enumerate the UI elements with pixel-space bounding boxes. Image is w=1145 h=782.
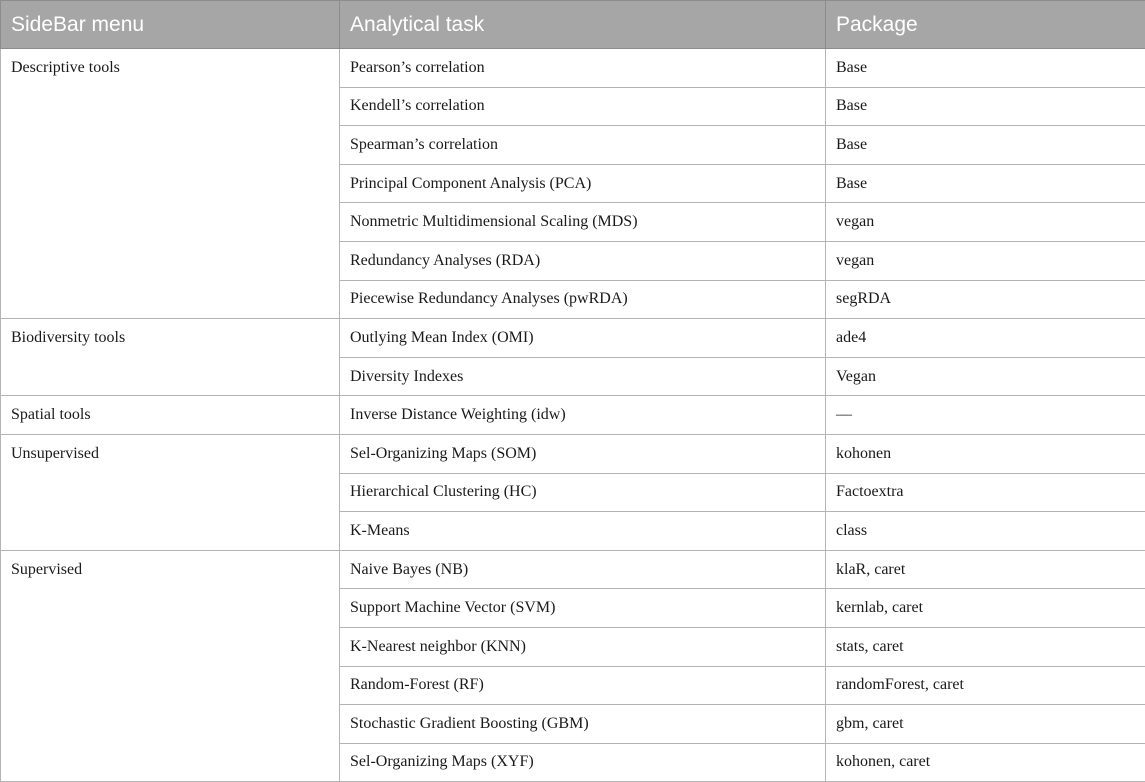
menu-group-cell: Unsupervised [1, 434, 340, 550]
task-cell: Kendell’s correlation [340, 87, 826, 126]
package-cell: ade4 [826, 319, 1145, 358]
task-cell: Sel-Organizing Maps (XYF) [340, 743, 826, 782]
package-cell: vegan [826, 203, 1145, 242]
package-cell: segRDA [826, 280, 1145, 319]
header-package: Package [826, 1, 1145, 49]
package-cell: klaR, caret [826, 550, 1145, 589]
menu-group-cell: Biodiversity tools [1, 319, 340, 396]
table-row [1, 550, 1145, 589]
menu-group-cell: Descriptive tools [1, 49, 340, 319]
task-cell: Random-Forest (RF) [340, 666, 826, 705]
task-cell: Redundancy Analyses (RDA) [340, 241, 826, 280]
package-cell: vegan [826, 241, 1145, 280]
task-cell: Support Machine Vector (SVM) [340, 589, 826, 628]
package-cell: — [826, 396, 1145, 435]
task-cell: Pearson’s correlation [340, 49, 826, 88]
task-cell: Spearman’s correlation [340, 126, 826, 165]
task-cell: Outlying Mean Index (OMI) [340, 319, 826, 358]
task-cell: Piecewise Redundancy Analyses (pwRDA) [340, 280, 826, 319]
header-analytical-task: Analytical task [340, 1, 826, 49]
package-cell: class [826, 512, 1145, 551]
table-row [1, 319, 1145, 358]
package-cell: gbm, caret [826, 705, 1145, 744]
task-cell: K-Nearest neighbor (KNN) [340, 627, 826, 666]
task-cell: Principal Component Analysis (PCA) [340, 164, 826, 203]
task-cell: Inverse Distance Weighting (idw) [340, 396, 826, 435]
header-sidebar-menu: SideBar menu [1, 1, 340, 49]
task-cell: Hierarchical Clustering (HC) [340, 473, 826, 512]
package-cell: kohonen [826, 434, 1145, 473]
table-row [1, 49, 1145, 88]
header-row [1, 1, 1145, 49]
package-cell: Base [826, 126, 1145, 165]
package-cell: Base [826, 164, 1145, 203]
task-cell: Nonmetric Multidimensional Scaling (MDS) [340, 203, 826, 242]
task-cell: Naive Bayes (NB) [340, 550, 826, 589]
task-cell: Sel-Organizing Maps (SOM) [340, 434, 826, 473]
package-cell: Vegan [826, 357, 1145, 396]
package-cell: Base [826, 87, 1145, 126]
package-cell: stats, caret [826, 627, 1145, 666]
table-row [1, 434, 1145, 473]
table-row [1, 396, 1145, 435]
menu-group-cell: Supervised [1, 550, 340, 782]
menu-group-cell: Spatial tools [1, 396, 340, 435]
package-cell: Factoextra [826, 473, 1145, 512]
package-cell: kohonen, caret [826, 743, 1145, 782]
task-cell: K-Means [340, 512, 826, 551]
package-cell: randomForest, caret [826, 666, 1145, 705]
task-cell: Diversity Indexes [340, 357, 826, 396]
package-cell: Base [826, 49, 1145, 88]
package-cell: kernlab, caret [826, 589, 1145, 628]
task-cell: Stochastic Gradient Boosting (GBM) [340, 705, 826, 744]
